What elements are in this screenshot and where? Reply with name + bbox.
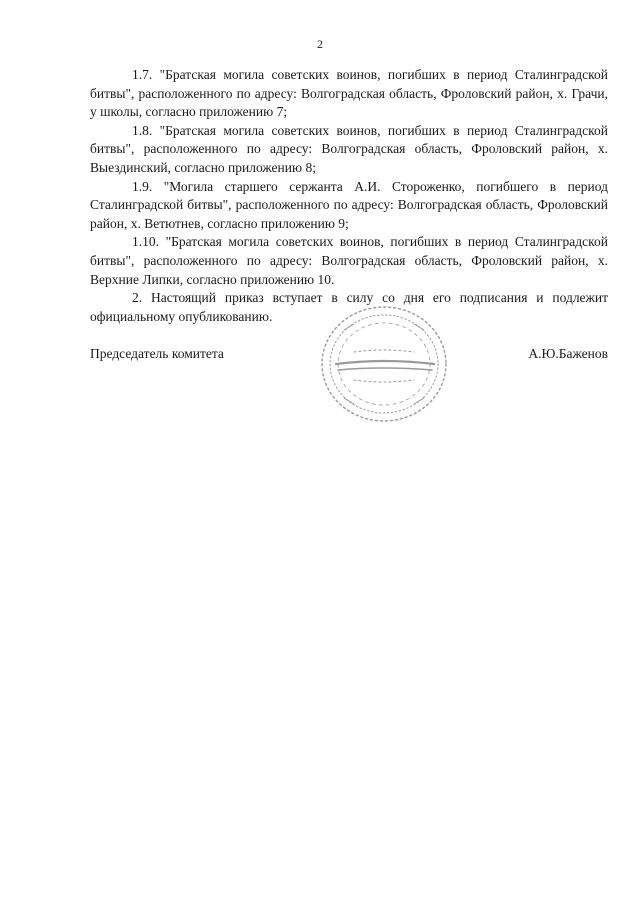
paragraph-1-9 — [90, 178, 608, 234]
paragraph-text: "Братская могила советских воинов, погибших в период Сталинградской битвы", расположенного по адресу: Волгоградская область, Фроловский район, х. Грачи, у школы, согласно приложению 7; — [90, 67, 608, 120]
paragraph-text: "Братская могила советских воинов, погибших в период Сталинградской битвы", расположенного по адресу: Волгоградская область, Фроловский район, х. Верхние Липки, согласно приложению 10. — [90, 234, 608, 287]
paragraph-1-7 — [90, 66, 608, 122]
paragraph-number: 1.9. — [132, 178, 153, 194]
signatory-name: А.Ю.Баженов — [528, 346, 608, 361]
paragraph-number: 2. — [132, 290, 143, 306]
paragraph-text: "Братская могила советских воинов, погибших в период Сталинградской битвы", расположенного по адресу: Волгоградская область, Фроловский район, х. Выездинский, согласно приложению 8; — [90, 122, 608, 175]
signatory-title: Председатель комитета — [90, 346, 224, 361]
paragraph-1-10 — [90, 233, 608, 289]
paragraph-number: 1.10. — [132, 234, 159, 250]
official-seal-icon — [314, 300, 454, 428]
paragraph-number: 1.8. — [132, 122, 153, 138]
paragraph-number: 1.7. — [132, 67, 153, 82]
document-body — [90, 66, 608, 326]
paragraph-text: Настоящий приказ вступает в силу со дня его подписания и подлежит официальному опубликованию. — [90, 290, 609, 324]
paragraph-1-8 — [90, 122, 608, 178]
paragraph-text: "Могила старшего сержанта А.И. Стороженко, погибшего в период Сталинградской битвы", расположенного по адресу: Волгоградская область, Фроловский район, х. Ветютнев, согласно приложению 9; — [90, 178, 608, 231]
page-number: 2 — [317, 37, 323, 51]
